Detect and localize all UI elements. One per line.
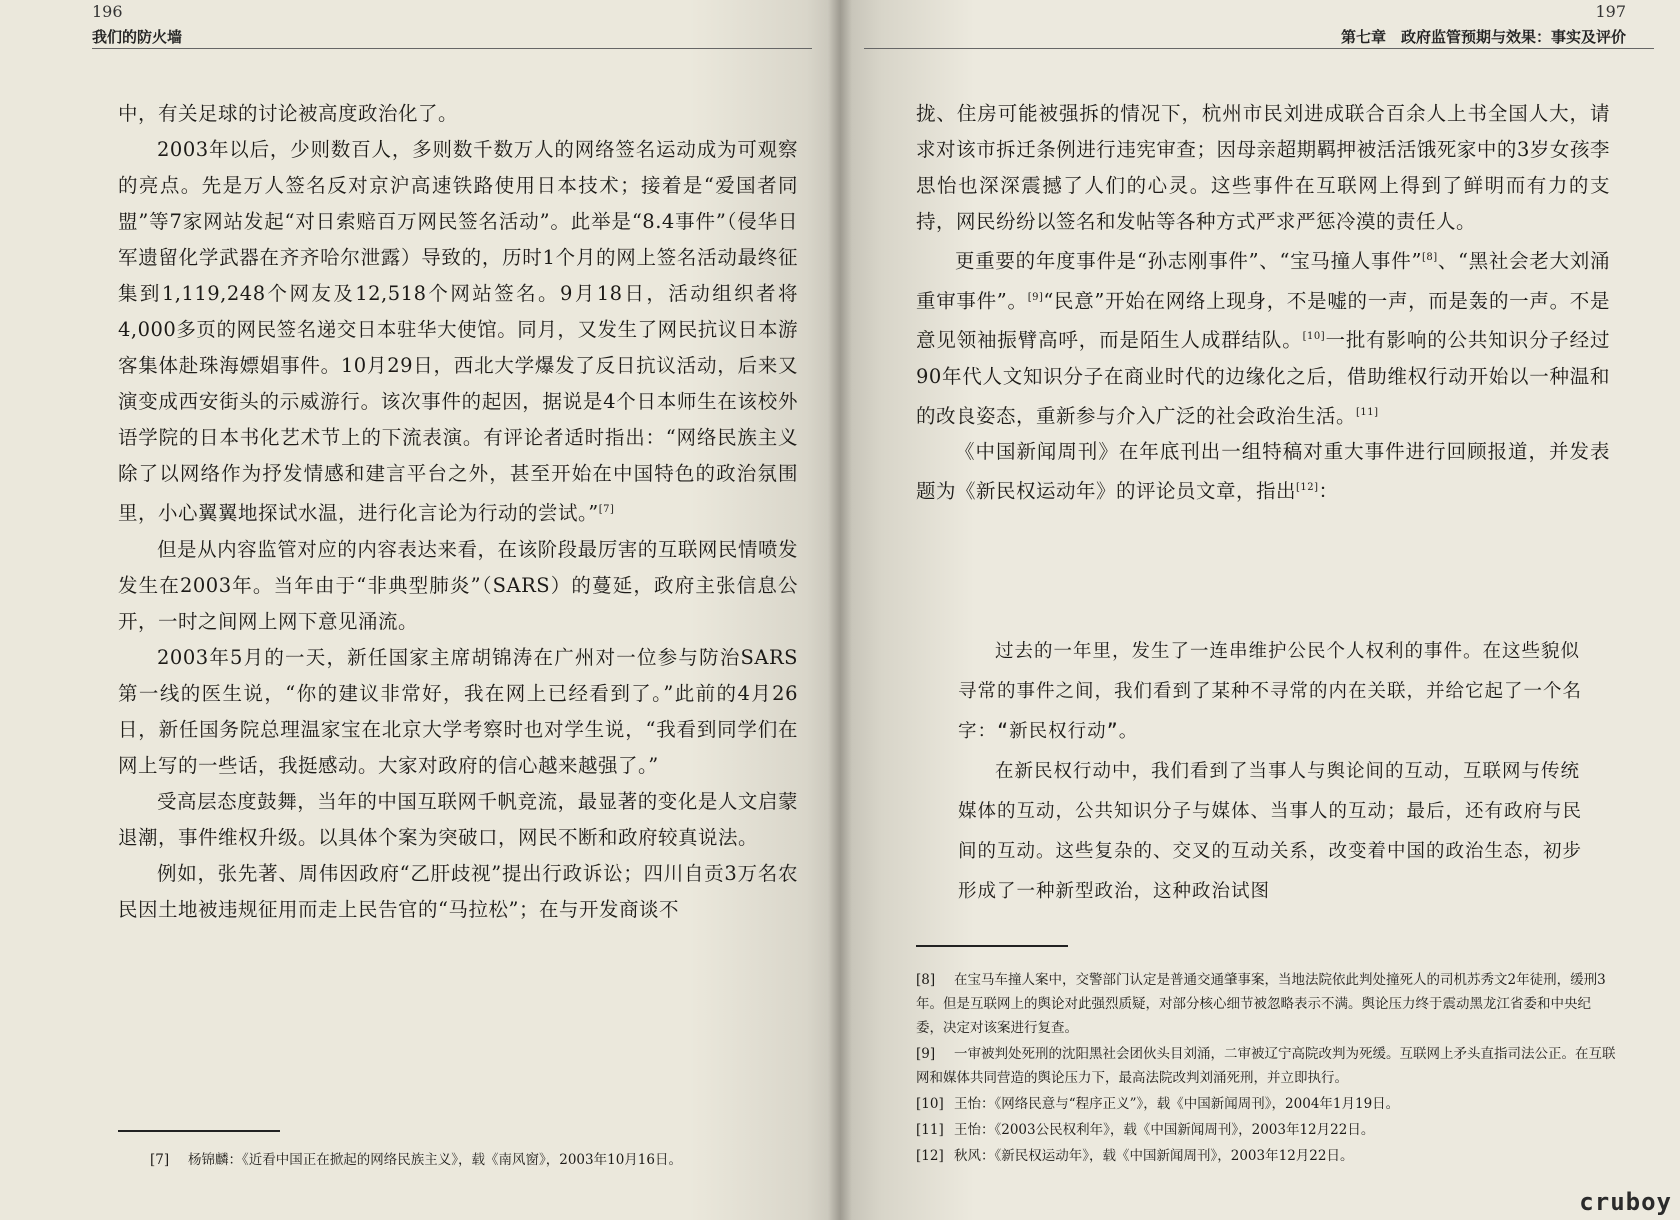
footnote [916,1144,1616,1168]
footnote-number: [10] [916,1096,944,1112]
footnote [916,968,1616,1040]
footnote-ref: [10] [1302,331,1326,342]
paragraph-text: 一批有影响的公共知识分子经过90年代人文知识分子在商业时代的边缘化之后，借助维权行动开始以一种温和的改良姿态，重新参与介入广泛的社会政治生活。 [916,328,1610,427]
footnote-text: 一审被判处死刑的沈阳黑社会团伙头目刘涌，二审被辽宁高院改判为死缓。互联网上矛头直指司法公正。在互联网和媒体共同营造的舆论压力下，最高法院改判刘涌死刑，并立即执行。 [916,1046,1616,1086]
paragraph [916,240,1610,434]
header-rule [92,48,812,49]
footnote-number: [12] [916,1148,944,1164]
paragraph: 中，有关足球的讨论被高度政治化了。 [118,102,459,125]
paragraph: 例如，张先著、周伟因政府“乙肝歧视”提出行政诉讼；四川自贡3万名农民因土地被违规征用而走上民告官的“马拉松”；在与开发商谈不 [118,861,798,921]
watermark: cruboy [1579,1188,1672,1216]
footnote-text: 王怡：《2003公民权利年》，载《中国新闻周刊》，2003年12月22日。 [954,1122,1375,1138]
paragraph-text: 、“黑社会老大刘涌重审事件”。 [916,249,1610,312]
paragraph: 2003年5月的一天，新任国家主席胡锦涛在广州对一位参与防治SARS第一线的医生说，“你的建议非常好，我在网上已经看到了。”此前的4月26日，新任国务院总理温家宝在北京大学考察时也对学生说，“我看到同学们在网上写的一些话，我挺感动。大家对政府的信心越来越强了。” [118,645,798,777]
footnote-rule [118,1130,280,1132]
footnote-number: [11] [916,1122,944,1138]
footnote-number: [9] [916,1046,936,1062]
page-number: 197 [1595,2,1626,21]
left-body-text [118,96,798,928]
paragraph-text: “民意”开始在网络上现身，不是嘘的一声，而是轰的一声。不是意见领袖振臂高呼，而是陌生人成群结队。 [916,289,1610,352]
footnote [916,1118,1616,1142]
right-body-text [916,96,1610,510]
paragraph [916,434,1610,510]
paragraph-text: 《中国新闻周刊》在年底刊出一组特稿对重大事件进行回顾报道，并发表题为《新民权运动年》的评论员文章，指出 [916,440,1610,503]
quote-paragraph: 在新民权行动中，我们看到了当事人与舆论间的互动，互联网与传统媒体的互动，公共知识分子与媒体、当事人的互动；最后，还有政府与民间的互动。这些复杂的、交叉的互动关系，改变着中国的政治生态，初步形成了一种新型政治，这种政治试图 [958,761,1583,902]
footnote-rule [916,945,1068,947]
book-gutter [828,0,852,1220]
footnote [916,1092,1616,1116]
footnote-text: 王怡：《网络民意与“程序正义”》，载《中国新闻周刊》，2004年1月19日。 [954,1096,1400,1112]
right-footnotes [916,968,1616,1170]
paragraph: 受高层态度鼓舞，当年的中国互联网千帆竞流，最显著的变化是人文启蒙退潮，事件维权升级。以具体个案为突破口，网民不断和政府较真说法。 [118,789,798,849]
footnote-ref: [11] [1356,406,1379,418]
footnote-text: 杨锦麟：《近看中国正在掀起的网络民族主义》，载《南风窗》，2003年10月16日。 [188,1152,682,1168]
footnote-number: [8] [916,972,936,988]
running-head: 我们的防火墙 [92,28,183,46]
header-rule [864,48,1654,49]
paragraph-text: 更重要的年度事件是“孙志刚事件”、“宝马撞人事件” [955,249,1422,273]
footnote [916,1042,1616,1090]
paragraph: 拢、住房可能被强拆的情况下，杭州市民刘进成联合百余人上书全国人大，请求对该市拆迁条例进行违宪审查；因母亲超期羁押被活活饿死家中的3岁女孩李思怡也深深震撼了人们的心灵。这些事件在互联网上得到了鲜明而有力的支持，网民纷纷以签名和发帖等各种方式严求严惩冷漠的责任人。 [916,102,1610,233]
left-footnotes [150,1148,810,1174]
quote-paragraph: 过去的一年里，发生了一连串维护公民个人权利的事件。在这些貌似寻常的事件之间，我们看到了某种不寻常的内在关联，并给它起了一个名字：“新民权行动”。 [958,641,1583,742]
block-quote [958,632,1598,912]
footnote-ref: [12] [1296,482,1319,493]
footnote-ref: [8] [1421,252,1438,263]
paragraph [118,132,798,532]
footnote [150,1148,810,1172]
footnote-ref: [7] [598,504,615,515]
footnote-number: [7] [150,1152,170,1168]
paragraph: 但是从内容监管对应的内容表达来看，在该阶段最厉害的互联网民情喷发发生在2003年。当年由于“非典型肺炎”（SARS）的蔓延，政府主张信息公开，一时之间网上网下意见涌流。 [118,537,798,633]
page-number: 196 [92,2,123,21]
paragraph-text: ： [1318,479,1339,503]
footnote-text: 秋风：《新民权运动年》，载《中国新闻周刊》，2003年12月22日。 [954,1148,1354,1164]
paragraph-text: 2003年以后，少则数百人，多则数千数万人的网络签名运动成为可观察的亮点。先是万人签名反对京沪高速铁路使用日本技术；接着是“爱国者同盟”等7家网站发起“对日索赔百万网民签名活动”。此举是“8.4事件”（侵华日军遗留化学武器在齐齐哈尔泄露）导致的，历时1个月的网上签名活动最终征集到1,119,248个网友及12,518个网站签名。9月18日，活动组织者将4,000多页的网民签名递交日本驻华大使馆。同月，又发生了网民抗议日本游客集体赴珠海嫖娼事件。10月29日，西北大学爆发了反日抗议活动，后来又演变成西安街头的示威游行。该次事件的起因，据说是4个日本师生在该校外语学院的日本书化艺术节上的下流表演。有评论者适时指出：“网络民族主义除了以网络作为抒发情感和建言平台之外，甚至开始在中国特色的政治氛围里，小心翼翼地探试水温，进行化言论为行动的尝试。” [118,138,798,525]
footnote-text: 在宝马车撞人案中，交警部门认定是普通交通肇事案，当地法院依此判处撞死人的司机苏秀文2年徒刑，缓刑3年。但是互联网上的舆论对此强烈质疑，对部分核心细节被忽略表示不满。舆论压力终于震动黑龙江省委和中央纪委，决定对该案进行复查。 [916,972,1606,1036]
right-page [840,0,1680,1220]
footnote-ref: [9] [1027,291,1044,303]
running-head: 第七章 政府监管预期与效果：事实及评价 [1340,28,1626,46]
